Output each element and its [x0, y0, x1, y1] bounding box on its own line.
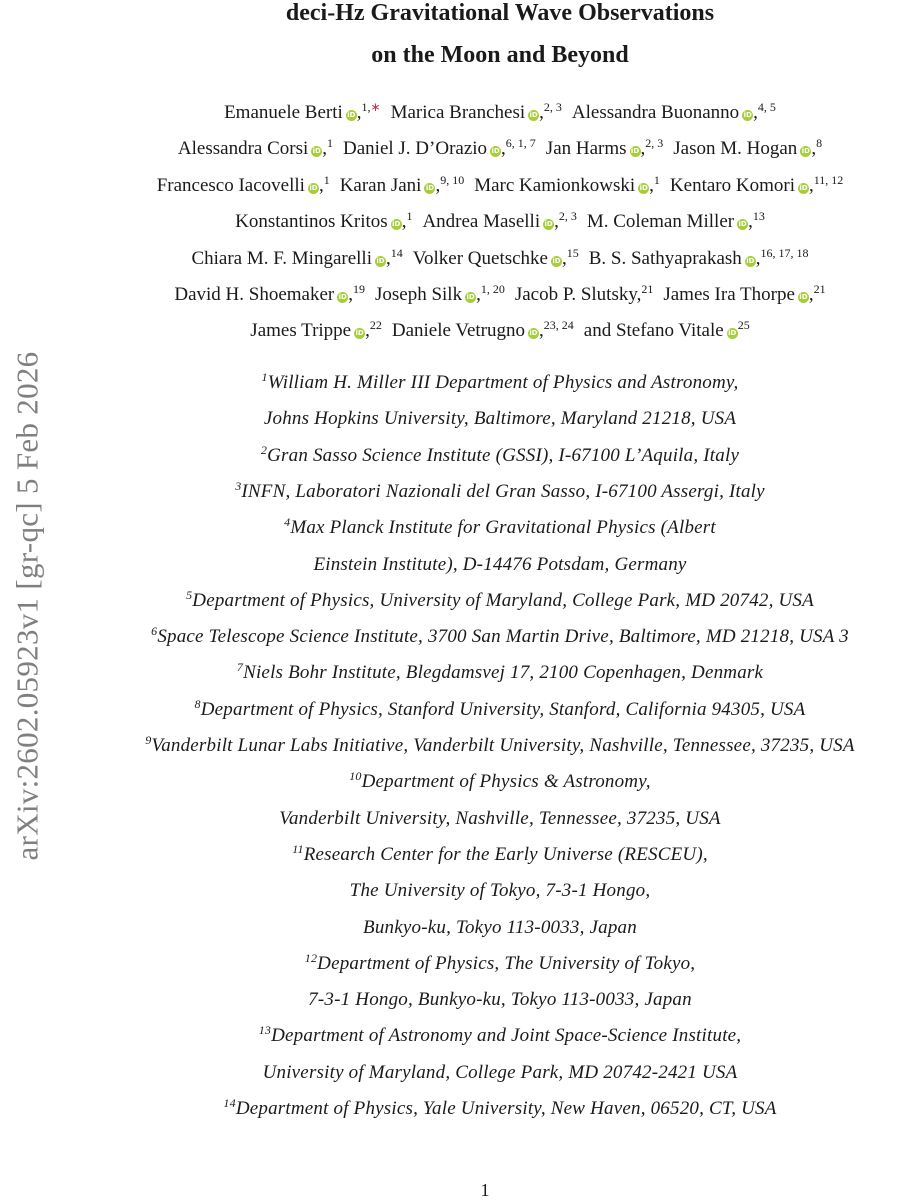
orcid-icon[interactable]: iD — [466, 293, 475, 301]
author-entry: Karan Jani iD,$^{9, 10}$ — [339, 172, 465, 196]
author-affiliation-marker: 9, 10 — [440, 172, 465, 187]
author-name: Konstantinos Kritos — [235, 211, 388, 233]
affiliation-line — [95, 626, 899, 648]
author-name: Jacob P. Slutsky, — [514, 284, 642, 305]
affiliation-number: 13 — [258, 1023, 272, 1038]
affiliation-number: 7 — [236, 660, 244, 675]
author-line — [95, 138, 899, 160]
author-name: Francesco Iacovelli — [156, 174, 305, 196]
author-entry: James Ira Thorpe iD,$^{21}$ — [663, 282, 826, 305]
affiliation-number: 11 — [292, 841, 304, 856]
orcid-icon[interactable]: iD — [529, 329, 538, 338]
author-affiliation-marker: 8 — [816, 136, 823, 151]
author-name: James Ira Thorpe — [663, 284, 795, 305]
author-name: Alessandra Buonanno — [571, 102, 740, 123]
author-entry: Marc Kamionkowski iD,$^1$ — [474, 172, 660, 196]
affiliation-number: 2 — [260, 442, 268, 457]
orcid-icon[interactable]: iD — [746, 256, 755, 265]
author-affiliation-marker: 6, 1, 7 — [505, 136, 536, 151]
affiliation-line — [95, 771, 899, 793]
affiliation-line — [95, 408, 899, 430]
orcid-icon[interactable]: iD — [376, 256, 385, 265]
orcid-icon[interactable]: iD — [552, 256, 561, 265]
author-affiliation-marker: 19 — [352, 282, 365, 296]
affiliation-number: 14 — [223, 1096, 236, 1110]
orcid-icon[interactable]: iD — [392, 220, 401, 229]
author-entry: Daniel J. D’Orazio iD,$^{6, 1, 7}$ — [343, 136, 536, 160]
affiliation-line — [95, 950, 899, 975]
author-name: Kentaro Komori — [669, 174, 795, 196]
affiliation-text: The University of Tokyo, 7-3-1 Hongo, — [349, 880, 651, 902]
affiliation-text: William H. Miller III Department of Physics and Astronomy, — [267, 372, 739, 393]
author-affiliation-marker: 21 — [641, 282, 654, 296]
author-line — [95, 320, 899, 342]
paper-title-line-1: deci-Hz Gravitational Wave Observations — [285, 0, 715, 26]
author-affiliation-marker: 11, 12 — [813, 172, 844, 187]
affiliation-line — [95, 554, 899, 576]
orcid-icon[interactable]: iD — [799, 183, 808, 192]
author-affiliation-marker: 2, 3 — [645, 136, 664, 151]
author-affiliation-marker: 2, 3 — [558, 209, 577, 224]
author-affiliation-marker: 21 — [813, 282, 826, 296]
orcid-icon[interactable]: iD — [338, 293, 347, 301]
affiliation-text: Department of Physics, University of Maryland, College Park, MD 20742, USA — [192, 589, 814, 611]
author-line — [95, 284, 899, 306]
author-name: Daniele Vetrugno — [391, 320, 526, 342]
affiliation-number: 9 — [145, 733, 152, 747]
orcid-icon[interactable]: iD — [738, 220, 747, 229]
author-entry: Volker Quetschke iD,$^{15}$ — [412, 245, 579, 269]
author-name: Volker Quetschke — [412, 247, 548, 269]
orcid-icon[interactable]: iD — [355, 329, 364, 338]
affiliation-text: Department of Physics, Yale University, New Haven, 06520, CT, USA — [235, 1098, 777, 1119]
author-entry: Marica Branchesi iD,$^{2, 3}$ — [390, 100, 562, 123]
author-affiliation-marker: 1 — [327, 136, 334, 151]
author-affiliation-marker: 1 — [406, 209, 413, 224]
author-entry: Daniele Vetrugno iD,$^{23, 24}$ — [391, 318, 574, 342]
affiliation-text: Department of Physics, Stanford University, Stanford, California 94305, USA — [200, 698, 806, 720]
author-entry: Emanuele Berti iD,$^{1,∗}$ — [224, 100, 381, 123]
affiliation-line — [95, 372, 899, 394]
corresponding-author-marker[interactable]: ∗ — [370, 100, 381, 114]
affiliation-line — [95, 880, 899, 902]
affiliation-text: Department of Physics, The University of Tokyo, — [317, 952, 696, 974]
affiliation-line — [95, 478, 899, 503]
author-affiliation-marker: 1, 20 — [480, 282, 505, 296]
affiliation-line — [95, 662, 899, 684]
author-name: Marc Kamionkowski — [474, 174, 636, 196]
affiliation-text: Niels Bohr Institute, Blegdamsvej 17, 2100 Copenhagen, Denmark — [243, 662, 764, 684]
orcid-icon[interactable]: iD — [425, 183, 435, 192]
author-line — [95, 172, 899, 197]
affiliation-line — [95, 841, 899, 866]
affiliation-number: 3 — [235, 478, 242, 493]
author-entry: David H. Shoemaker iD,$^{19}$ — [174, 282, 365, 305]
affiliation-line — [95, 442, 899, 467]
orcid-icon[interactable]: iD — [309, 183, 318, 192]
author-name: Jason M. Hogan — [673, 138, 798, 160]
affiliation-text: Max Planck Institute for Gravitational Physics (Albert — [290, 517, 716, 539]
author-affiliation-marker: 16, 17, 18 — [760, 245, 809, 260]
author-entry: Kentaro Komori iD,$^{11, 12}$ — [669, 172, 844, 196]
author-name: Karan Jani — [339, 174, 422, 196]
affiliation-line — [95, 735, 899, 757]
author-entry: Alessandra Buonanno iD,$^{4, 5}$ — [571, 100, 776, 123]
arxiv-identifier-sidebar — [4, 318, 50, 894]
affiliation-text: Space Telescope Science Institute, 3700 San Martin Drive, Baltimore, MD 21218, USA 3 — [157, 626, 849, 648]
author-name: Emanuele Berti — [224, 102, 343, 123]
affiliation-text: Department of Physics & Astronomy, — [361, 771, 651, 793]
affiliation-line — [95, 696, 899, 721]
author-name: David H. Shoemaker — [174, 284, 335, 305]
author-line — [95, 102, 899, 124]
affiliation-number: 12 — [304, 950, 318, 965]
author-name: Daniel J. D’Orazio — [343, 138, 488, 160]
author-entry: Konstantinos Kritos iD,$^1$ — [235, 209, 413, 233]
author-entry — [584, 320, 750, 341]
author-affiliation-marker: 4, 5 — [757, 100, 776, 114]
affiliation-number: 8 — [194, 696, 201, 711]
paper-title-line-2: on the Moon and Beyond — [371, 42, 629, 68]
orcid-icon[interactable]: iD — [639, 183, 648, 192]
author-affiliation-marker: 22 — [369, 318, 382, 333]
orcid-icon[interactable]: iD — [630, 147, 640, 156]
affiliation-text: Bunkyo-ku, Tokyo 113-0033, Japan — [363, 916, 637, 938]
affiliation-number: 6 — [151, 624, 158, 639]
author-entry: M. Coleman Miller iD,$^{13}$ — [586, 209, 765, 233]
orcid-icon[interactable]: iD — [799, 293, 808, 301]
orcid-icon[interactable]: iD — [347, 111, 356, 119]
affiliation-number: 5 — [186, 587, 193, 602]
author-name: Jan Harms — [545, 138, 627, 160]
affiliation-text: Einstein Institute), D-14476 Potsdam, Germany — [313, 553, 687, 575]
author-entry: Andrea Maselli iD,$^{2, 3}$ — [422, 209, 577, 233]
author-name: and Stefano Vitale — [583, 320, 724, 342]
affiliation-text: Department of Astronomy and Joint Space-Science Institute, — [271, 1025, 742, 1047]
affiliation-text: Vanderbilt University, Nashville, Tennessee, 37235, USA — [279, 807, 721, 829]
arxiv-identifier-text: arXiv:2602.05923v1 [gr-qc] 5 Feb 2026 — [9, 351, 45, 861]
affiliation-text: University of Maryland, College Park, MD 20742-2421 USA — [262, 1061, 738, 1083]
author-name: M. Coleman Miller — [586, 211, 735, 233]
affiliation-line — [95, 917, 899, 939]
affiliation-text: INFN, Laboratori Nazionali del Gran Sasso, I-67100 Assergi, Italy — [241, 480, 765, 502]
orcid-icon[interactable]: iD — [529, 111, 538, 119]
author-affiliation-marker: 15 — [566, 245, 579, 260]
author-affiliation-marker: 1 — [323, 172, 330, 187]
affiliation-line — [95, 1098, 899, 1120]
affiliation-line — [95, 989, 899, 1011]
author-affiliation-marker: 2, 3 — [543, 100, 562, 114]
author-entry: B. S. Sathyaprakash iD,$^{16, 17, 18}$ — [588, 245, 809, 269]
affiliation-text: Johns Hopkins University, Baltimore, Maryland 21218, USA — [263, 408, 737, 430]
author-entry: Alessandra Corsi iD,$^1$ — [177, 136, 334, 160]
affiliation-text: Gran Sasso Science Institute (GSSI), I-67100 L’Aquila, Italy — [267, 444, 740, 466]
author-name: Chiara M. F. Mingarelli — [191, 247, 372, 269]
affiliation-line — [95, 587, 899, 612]
affiliation-text: 7-3-1 Hongo, Bunkyo-ku, Tokyo 113-0033, Japan — [308, 989, 692, 1011]
affiliation-number: 4 — [284, 515, 291, 530]
author-name: Joseph Silk — [374, 284, 463, 305]
author-affiliation-marker: 1 — [653, 172, 660, 187]
author-entry — [515, 284, 654, 305]
orcid-icon[interactable]: iD — [801, 147, 810, 156]
author-affiliation-marker: 14 — [390, 245, 403, 260]
author-entry: Francesco Iacovelli iD,$^1$ — [156, 172, 330, 196]
author-name: Marica Branchesi — [390, 102, 526, 123]
author-affiliation-marker: 13 — [752, 209, 765, 224]
author-affiliation-marker: 23, 24 — [543, 318, 574, 333]
affiliation-line — [95, 1062, 899, 1084]
author-entry: Chiara M. F. Mingarelli iD,$^{14}$ — [191, 245, 403, 269]
orcid-icon[interactable]: iD — [491, 147, 500, 156]
author-entry: Jason M. Hogan iD,$^8$ — [673, 136, 823, 160]
orcid-icon[interactable]: iD — [312, 147, 321, 156]
author-entry: Jan Harms iD,$^{2, 3}$ — [545, 136, 664, 160]
affiliation-text: Vanderbilt Lunar Labs Initiative, Vanderbilt University, Nashville, Tennessee, 37235, USA — [151, 735, 855, 756]
orcid-icon[interactable]: iD — [743, 111, 752, 119]
affiliation-line — [95, 1025, 899, 1047]
affiliation-number: 1 — [261, 370, 268, 384]
orcid-icon[interactable]: iD — [544, 220, 553, 229]
author-affiliation-marker: 25 — [737, 318, 750, 333]
affiliation-text: Research Center for the Early Universe (RESCEU), — [303, 843, 708, 865]
author-name: Alessandra Corsi — [177, 138, 309, 160]
affiliation-number: 10 — [349, 769, 362, 784]
author-entry: James Trippe iD,$^{22}$ — [250, 318, 382, 342]
author-affiliation-marker: 1, — [361, 100, 371, 114]
affiliation-line — [95, 517, 899, 539]
author-name: B. S. Sathyaprakash — [588, 247, 742, 269]
orcid-icon[interactable]: iD — [728, 329, 737, 338]
author-name: Andrea Maselli — [422, 211, 541, 233]
author-entry: Joseph Silk iD,$^{1, 20}$ — [374, 282, 505, 305]
author-line — [95, 211, 899, 233]
affiliation-line — [95, 808, 899, 830]
page-number: 1 — [480, 1180, 490, 1200]
author-line — [95, 245, 899, 270]
author-name: James Trippe — [250, 320, 352, 342]
